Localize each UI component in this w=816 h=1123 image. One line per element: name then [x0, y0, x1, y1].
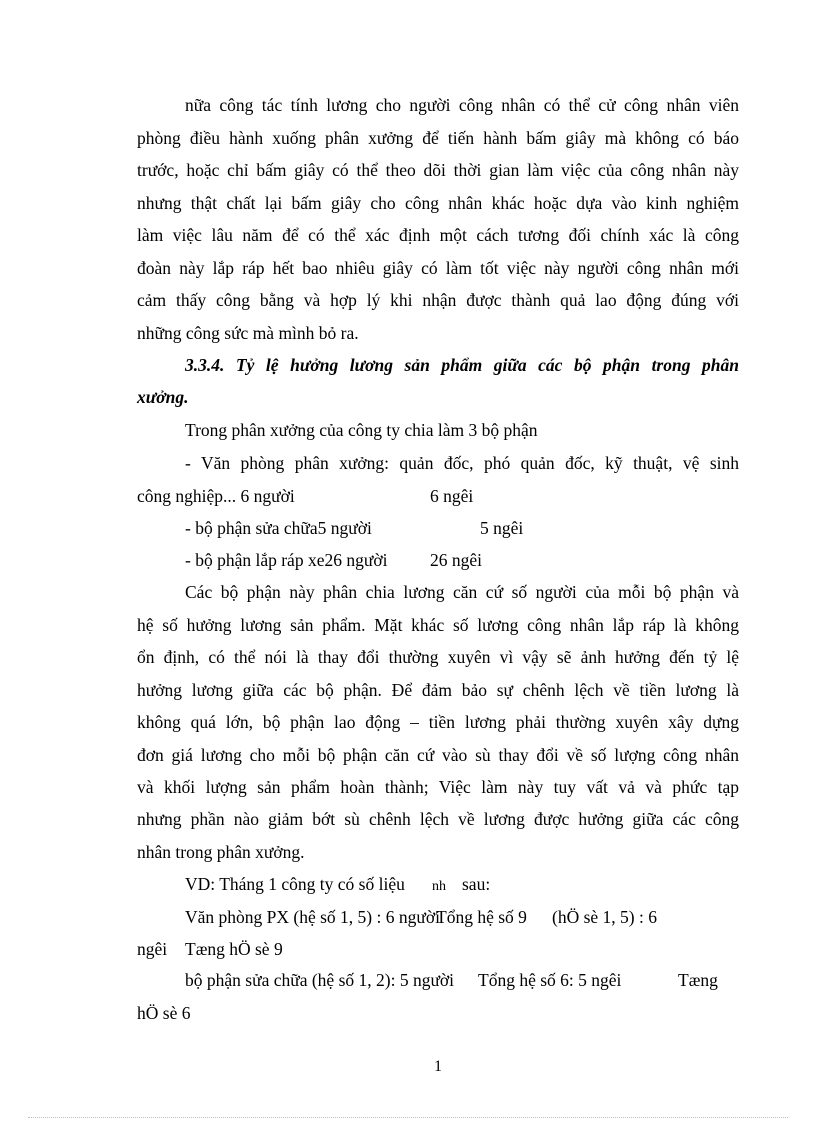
- paragraph-1-line-4: nhưng thật chất lại bấm giây cho công nhân khác hoặc dựa vào kinh nghiệm: [137, 193, 739, 213]
- paragraph-1-line-8: những công sức mà mình bỏ ra.: [137, 323, 359, 343]
- paragraph-2-line-6: đơn giá lương cho mỗi bộ phận căn cứ vào sù thay đổi về số lượng công nhân: [137, 745, 739, 765]
- office-example-line-2a: ngêi: [137, 939, 168, 959]
- repair-example-part-2: Tổng hệ số 6: 5 ngêi: [478, 970, 622, 990]
- dept-office-line-1: - Văn phòng phân xưởng: quản đốc, phó quản đốc, kỹ thuật, vệ sinh: [185, 453, 739, 473]
- dept-assembly: - bộ phận lắp ráp xe26 người: [185, 550, 388, 570]
- office-example-part-2: Tổng hệ số 9: [436, 907, 527, 927]
- paragraph-1-line-2: phòng điều hành xuống phân xưởng để tiến hành bấm giây mà không có báo: [137, 128, 739, 148]
- paragraph-2-line-9: nhân trong phân xưởng.: [137, 842, 305, 862]
- dept-repair-count: 5 ngêi: [480, 518, 524, 538]
- section-heading-line-2: xưởng.: [137, 387, 189, 407]
- paragraph-2-line-2: hệ số hưởng lương sản phẩm. Mặt khác số lương công nhân lắp ráp là không: [137, 615, 739, 635]
- page-bottom-border: [28, 1117, 788, 1118]
- dept-office-line-2: công nghiệp... 6 người: [137, 486, 295, 506]
- repair-example-line-2: hÖ sè 6: [137, 1003, 191, 1023]
- paragraph-2-line-1: Các bộ phận này phân chia lương căn cứ số người của mỗi bộ phận và: [185, 582, 739, 602]
- repair-example-part-1: bộ phận sửa chữa (hệ số 1, 2): 5 người: [185, 970, 455, 990]
- departments-intro: Trong phân xưởng của công ty chia làm 3 bộ phận: [185, 420, 538, 440]
- section-heading-line-1: 3.3.4. Tỷ lệ hưởng lương sản phẩm giữa các bộ phận trong phân: [185, 355, 739, 375]
- paragraph-2-line-7: và khối lượng sản phẩm hoàn thành; Việc làm này tuy vất vả và phức tạp: [137, 777, 739, 797]
- paragraph-2-line-8: nhưng phần nào giảm bớt sù chênh lệch về lương được hưởng giữa các công: [137, 809, 739, 829]
- office-example-line-2b: Tæng hÖ sè 9: [185, 939, 283, 959]
- paragraph-1-line-7: cảm thấy công bằng và hợp lý khi nhận được thành quả lao động đúng với: [137, 290, 739, 310]
- office-example-part-1: Văn phòng PX (hệ số 1, 5) : 6 người: [185, 907, 440, 927]
- example-nh: nh: [432, 879, 446, 894]
- office-example-part-3: (hÖ sè 1, 5) : 6: [552, 907, 657, 927]
- dept-assembly-count: 26 ngêi: [430, 550, 483, 570]
- page-number: 1: [434, 1058, 442, 1075]
- paragraph-2-line-5: không quá lớn, bộ phận lao động – tiền lương phải thường xuyên xây dựng: [137, 712, 739, 732]
- paragraph-2-line-4: hưởng lương giữa các bộ phận. Để đảm bảo sự chênh lệch về tiền lương là: [137, 680, 739, 700]
- example-sau: sau:: [462, 874, 491, 894]
- dept-repair: - bộ phận sửa chữa5 người: [185, 518, 372, 538]
- dept-office-count: 6 ngêi: [430, 486, 474, 506]
- paragraph-1-line-1: nữa công tác tính lương cho người công nhân có thể cử công nhân viên: [185, 95, 739, 115]
- paragraph-1-line-3: trước, hoặc chỉ bấm giây có thể theo dõi thời gian làm việc của công nhân này: [137, 160, 739, 180]
- paragraph-1-line-6: đoàn này lắp ráp hết bao nhiêu giây có làm tốt việc này người công nhân mới: [137, 258, 739, 278]
- example-intro: VD: Tháng 1 công ty có số liệu: [185, 874, 405, 894]
- paragraph-1-line-5: làm việc lâu năm để có thể xác định một cách tương đối chính xác là công: [137, 225, 739, 245]
- repair-example-part-3: Tæng: [678, 970, 718, 990]
- paragraph-2-line-3: ổn định, có thể nói là thay đổi thường xuyên vì vậy sẽ ảnh hưởng đến tỷ lệ: [137, 647, 739, 667]
